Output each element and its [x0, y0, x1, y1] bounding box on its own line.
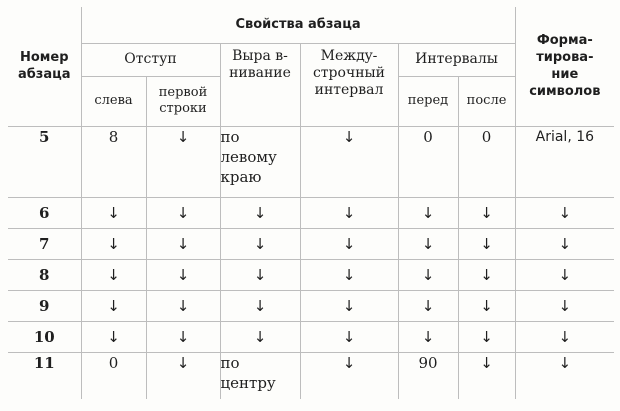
interval-after-value: ↓	[458, 259, 515, 290]
table-row	[8, 228, 614, 259]
header-indent-first-line: первой строки	[146, 76, 220, 126]
alignment-value: ↓	[220, 321, 300, 352]
alignment-value: по центру	[220, 352, 300, 399]
indent-left-value: ↓	[81, 321, 146, 352]
line-spacing-value: ↓	[300, 321, 398, 352]
interval-after-value: ↓	[458, 352, 515, 399]
interval-after-value: ↓	[458, 228, 515, 259]
indent-first-value: ↓	[146, 321, 220, 352]
indent-left-value: 8	[81, 126, 146, 197]
paragraph-number: 8	[8, 259, 81, 290]
indent-left-value: ↓	[81, 259, 146, 290]
indent-left-value: ↓	[81, 197, 146, 228]
alignment-value: ↓	[220, 228, 300, 259]
paragraph-number: 10	[8, 321, 81, 352]
interval-before-value: ↓	[398, 290, 458, 321]
paragraph-number: 5	[8, 126, 81, 197]
character-format-value: ↓	[515, 352, 614, 399]
header-line-spacing: Междy- строчный интервал	[300, 43, 398, 126]
table-row	[8, 197, 614, 228]
paragraph-properties-table	[8, 7, 614, 399]
line-spacing-value: ↓	[300, 126, 398, 197]
alignment-value: ↓	[220, 259, 300, 290]
table-row	[8, 352, 614, 399]
interval-before-value: ↓	[398, 228, 458, 259]
header-intervals: Интервалы	[398, 43, 515, 76]
interval-after-value: 0	[458, 126, 515, 197]
header-indent-left: слева	[81, 76, 146, 126]
header-interval-after: после	[458, 76, 515, 126]
character-format-value: ↓	[515, 321, 614, 352]
character-format-value: ↓	[515, 259, 614, 290]
alignment-value: ↓	[220, 290, 300, 321]
paragraph-number: 11	[8, 352, 81, 399]
line-spacing-value: ↓	[300, 259, 398, 290]
interval-before-value: 90	[398, 352, 458, 399]
line-spacing-value: ↓	[300, 197, 398, 228]
table-row	[8, 126, 614, 197]
header-alignment: Выра в- нивание	[220, 43, 300, 126]
paragraph-number: 6	[8, 197, 81, 228]
indent-first-value: ↓	[146, 259, 220, 290]
indent-left-value: ↓	[81, 290, 146, 321]
indent-first-value: ↓	[146, 290, 220, 321]
header-indent: Отступ	[81, 43, 220, 76]
table-row	[8, 321, 614, 352]
character-format-value: ↓	[515, 228, 614, 259]
line-spacing-value: ↓	[300, 352, 398, 399]
character-format-value: ↓	[515, 197, 614, 228]
character-format-value: Arial, 16	[515, 126, 614, 197]
header-character-formatting: Форма- тирова- ние символов	[515, 7, 614, 126]
interval-before-value: ↓	[398, 259, 458, 290]
line-spacing-value: ↓	[300, 290, 398, 321]
header-interval-before: перед	[398, 76, 458, 126]
header-paragraph-number: Номер абзаца	[8, 7, 81, 126]
paragraph-number: 9	[8, 290, 81, 321]
interval-after-value: ↓	[458, 290, 515, 321]
interval-before-value: ↓	[398, 321, 458, 352]
paragraph-number: 7	[8, 228, 81, 259]
interval-after-value: ↓	[458, 197, 515, 228]
indent-left-value: 0	[81, 352, 146, 399]
line-spacing-value: ↓	[300, 228, 398, 259]
alignment-value: по левому краю	[220, 126, 300, 197]
table-row	[8, 290, 614, 321]
indent-left-value: ↓	[81, 228, 146, 259]
indent-first-value: ↓	[146, 228, 220, 259]
interval-before-value: ↓	[398, 197, 458, 228]
indent-first-value: ↓	[146, 352, 220, 399]
indent-first-value: ↓	[146, 197, 220, 228]
character-format-value: ↓	[515, 290, 614, 321]
table-row	[8, 259, 614, 290]
alignment-value: ↓	[220, 197, 300, 228]
indent-first-value: ↓	[146, 126, 220, 197]
interval-after-value: ↓	[458, 321, 515, 352]
header-paragraph-properties: Свойства абзаца	[81, 7, 515, 43]
interval-before-value: 0	[398, 126, 458, 197]
